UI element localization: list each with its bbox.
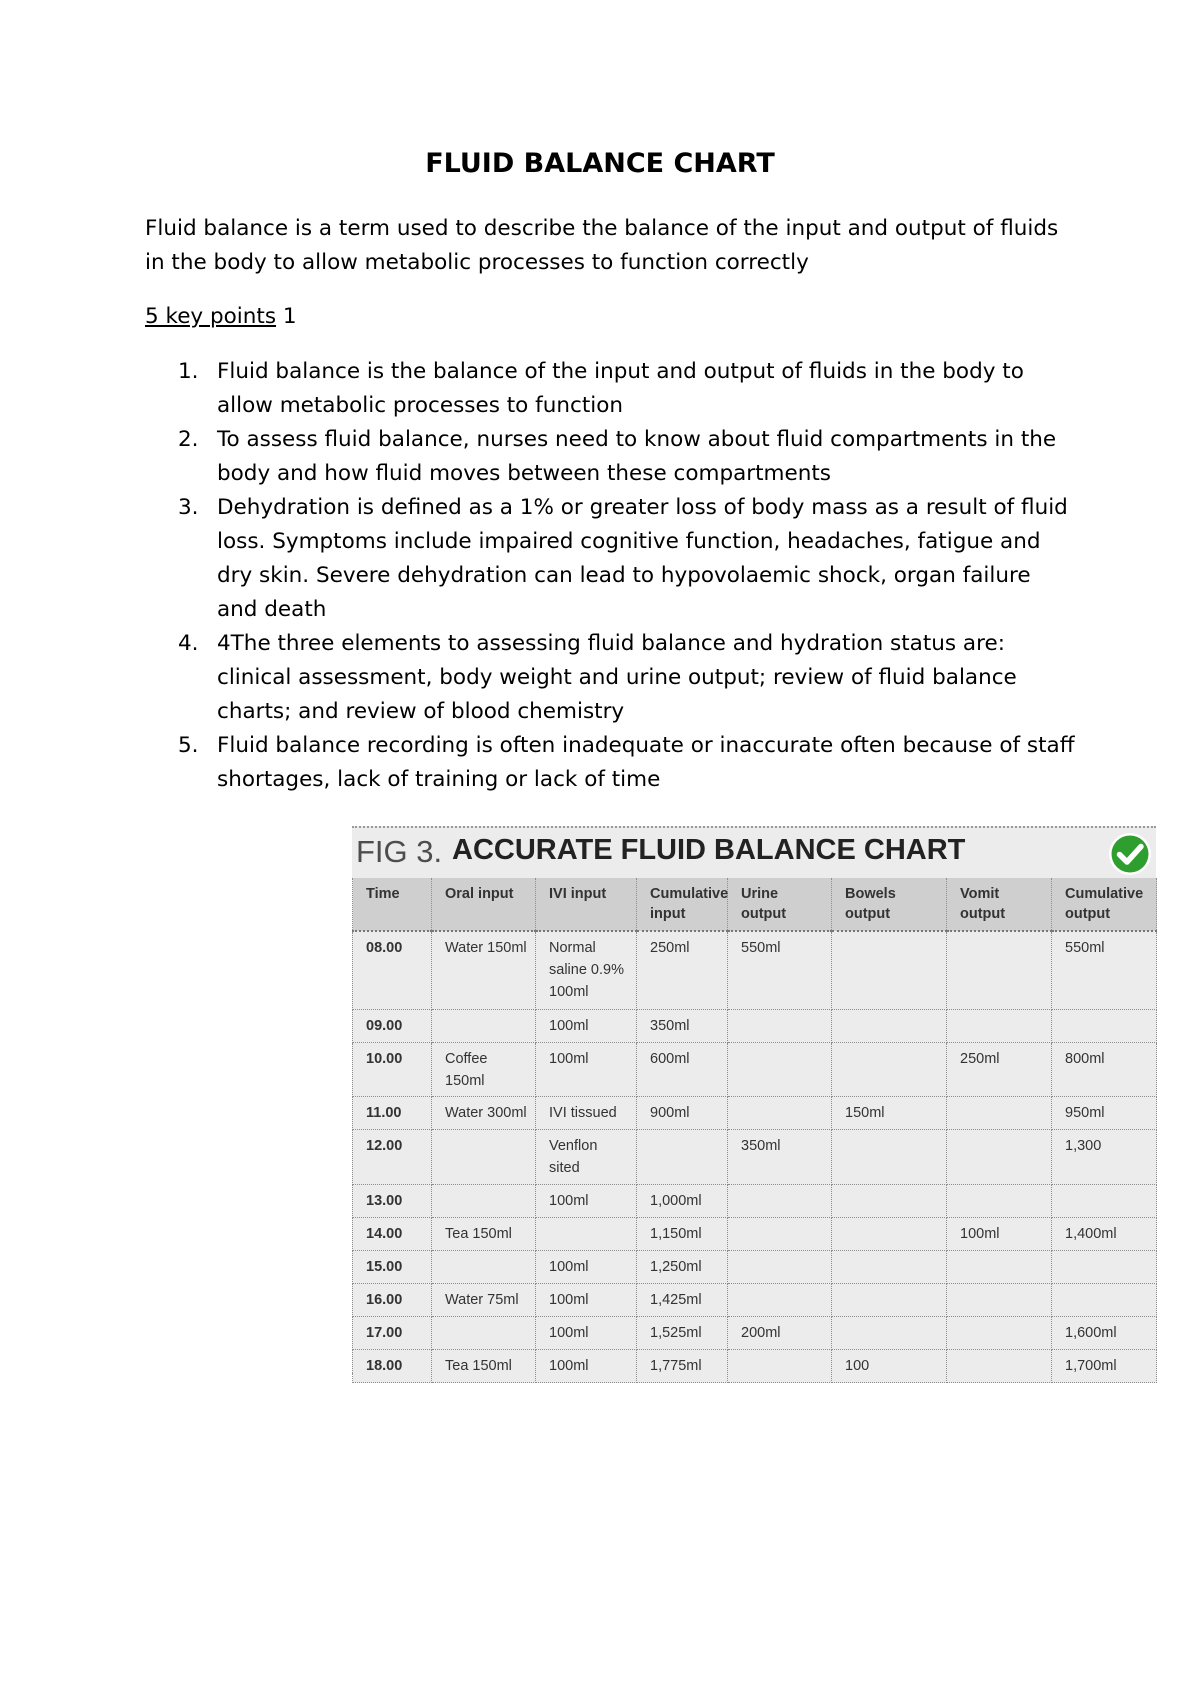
cell-urine-output [728, 1284, 832, 1317]
cell-urine-output: 200ml [728, 1317, 832, 1350]
cell-urine-output: 350ml [728, 1130, 832, 1185]
list-text: 4The three elements to assessing fluid balance and hydration status are: clinical assessment, body weight and urine output; review of fluid balance charts; and review of blood chemistry [217, 631, 1017, 724]
column-header-urine-output: Urine output [728, 878, 832, 931]
cell-cumulative-output: 1,300 [1052, 1130, 1157, 1185]
cell-ivi-input: 100ml [536, 1350, 637, 1383]
column-header-oral-input: Oral input [432, 878, 536, 931]
table-row [353, 1284, 1157, 1317]
table-row [353, 1218, 1157, 1251]
figure-title: ACCURATE FLUID BALANCE CHART [452, 834, 966, 866]
cell-urine-output [728, 1010, 832, 1043]
cell-ivi-input: 100ml [536, 1185, 637, 1218]
key-points-ref: 1 [276, 304, 297, 329]
cell-bowels-output [832, 1251, 947, 1284]
column-header-ivi-input: IVI input [536, 878, 637, 931]
cell-oral-input [432, 1010, 536, 1043]
cell-oral-input [432, 1251, 536, 1284]
list-text: To assess fluid balance, nurses need to know about fluid compartments in the body and how fluid moves between these compartments [217, 427, 1057, 486]
cell-time: 08.00 [353, 931, 432, 1010]
cell-vomit-output [947, 1097, 1052, 1130]
cell-cumulative-input: 1,525ml [637, 1317, 728, 1350]
list-text: Fluid balance recording is often inadequate or inaccurate often because of staff shortages, lack of training or lack of time [217, 733, 1075, 792]
cell-cumulative-output [1052, 1251, 1157, 1284]
cell-time: 16.00 [353, 1284, 432, 1317]
cell-vomit-output [947, 931, 1052, 1010]
cell-vomit-output [947, 1130, 1052, 1185]
figure-header [352, 828, 1152, 878]
cell-cumulative-input: 250ml [637, 931, 728, 1010]
cell-oral-input: Tea 150ml [432, 1350, 536, 1383]
table-row [353, 1010, 1157, 1043]
cell-bowels-output [832, 1317, 947, 1350]
cell-ivi-input: 100ml [536, 1317, 637, 1350]
cell-cumulative-output: 800ml [1052, 1043, 1157, 1097]
cell-oral-input [432, 1130, 536, 1185]
cell-vomit-output [947, 1317, 1052, 1350]
table-header-row [353, 878, 1157, 931]
intro-paragraph: Fluid balance is a term used to describe the balance of the input and output of fluids in the body to allow metabolic processes to function correctly [145, 216, 1059, 275]
cell-time: 11.00 [353, 1097, 432, 1130]
cell-bowels-output [832, 1130, 947, 1185]
cell-cumulative-output: 950ml [1052, 1097, 1157, 1130]
key-points-heading [145, 300, 297, 334]
cell-time: 12.00 [353, 1130, 432, 1185]
cell-vomit-output [947, 1350, 1052, 1383]
cell-cumulative-input: 1,150ml [637, 1218, 728, 1251]
cell-ivi-input: 100ml [536, 1043, 637, 1097]
list-item [145, 627, 1075, 729]
list-number: 1. [178, 359, 199, 384]
cell-ivi-input: IVI tissued [536, 1097, 637, 1130]
cell-vomit-output: 100ml [947, 1218, 1052, 1251]
list-item [145, 423, 1075, 491]
cell-urine-output [728, 1350, 832, 1383]
cell-ivi-input [536, 1218, 637, 1251]
cell-cumulative-input: 1,000ml [637, 1185, 728, 1218]
cell-urine-output: 550ml [728, 931, 832, 1010]
cell-cumulative-input: 1,250ml [637, 1251, 728, 1284]
cell-time: 14.00 [353, 1218, 432, 1251]
table-row [353, 1097, 1157, 1130]
cell-oral-input: Tea 150ml [432, 1218, 536, 1251]
table-row [353, 1043, 1157, 1097]
cell-urine-output [728, 1185, 832, 1218]
checkmark-badge-icon [1108, 832, 1152, 876]
cell-cumulative-output [1052, 1010, 1157, 1043]
cell-oral-input [432, 1317, 536, 1350]
list-text: Dehydration is defined as a 1% or greater loss of body mass as a result of fluid loss. Symptoms include impaired cognitive function, headaches, fatigue and dry skin. Severe dehydration can lead to hypovolaemic shock, organ failure and death [217, 495, 1068, 622]
fluid-balance-table [352, 878, 1157, 1383]
cell-oral-input: Water 75ml [432, 1284, 536, 1317]
cell-cumulative-output: 1,600ml [1052, 1317, 1157, 1350]
cell-ivi-input: Venflon sited [536, 1130, 637, 1185]
cell-ivi-input: Normal saline 0.9% 100ml [536, 931, 637, 1010]
cell-time: 18.00 [353, 1350, 432, 1383]
table-row [353, 1130, 1157, 1185]
cell-cumulative-input: 1,775ml [637, 1350, 728, 1383]
cell-oral-input: Water 300ml [432, 1097, 536, 1130]
cell-time: 13.00 [353, 1185, 432, 1218]
cell-oral-input [432, 1185, 536, 1218]
cell-vomit-output [947, 1284, 1052, 1317]
cell-time: 15.00 [353, 1251, 432, 1284]
list-number: 5. [178, 733, 199, 758]
cell-vomit-output [947, 1251, 1052, 1284]
key-points-label: 5 key points [145, 304, 277, 329]
cell-vomit-output: 250ml [947, 1043, 1052, 1097]
column-header-cumulative-output: Cumulative output [1052, 878, 1157, 931]
cell-bowels-output [832, 1284, 947, 1317]
cell-time: 09.00 [353, 1010, 432, 1043]
table-row [353, 931, 1157, 1010]
key-points-list [145, 355, 1075, 797]
cell-cumulative-input [637, 1130, 728, 1185]
cell-bowels-output: 150ml [832, 1097, 947, 1130]
cell-ivi-input: 100ml [536, 1010, 637, 1043]
column-header-vomit-output: Vomit output [947, 878, 1052, 931]
cell-urine-output [728, 1097, 832, 1130]
column-header-bowels-output: Bowels output [832, 878, 947, 931]
cell-cumulative-output: 1,400ml [1052, 1218, 1157, 1251]
list-item [145, 491, 1075, 627]
cell-cumulative-input: 900ml [637, 1097, 728, 1130]
cell-urine-output [728, 1218, 832, 1251]
cell-bowels-output [832, 1010, 947, 1043]
cell-oral-input: Water 150ml [432, 931, 536, 1010]
list-number: 2. [178, 427, 199, 452]
cell-cumulative-output: 550ml [1052, 931, 1157, 1010]
cell-cumulative-output [1052, 1185, 1157, 1218]
column-header-cumulative-input: Cumulative input [637, 878, 728, 931]
cell-ivi-input: 100ml [536, 1251, 637, 1284]
cell-vomit-output [947, 1010, 1052, 1043]
cell-bowels-output [832, 1043, 947, 1097]
list-text: Fluid balance is the balance of the input and output of fluids in the body to allow metabolic processes to function [217, 359, 1024, 418]
cell-ivi-input: 100ml [536, 1284, 637, 1317]
cell-time: 17.00 [353, 1317, 432, 1350]
cell-cumulative-output [1052, 1284, 1157, 1317]
fluid-balance-figure [352, 826, 1156, 1374]
cell-urine-output [728, 1043, 832, 1097]
cell-cumulative-input: 350ml [637, 1010, 728, 1043]
list-item [145, 355, 1075, 423]
cell-time: 10.00 [353, 1043, 432, 1097]
cell-bowels-output [832, 931, 947, 1010]
cell-vomit-output [947, 1185, 1052, 1218]
cell-bowels-output [832, 1185, 947, 1218]
list-number: 3. [178, 495, 199, 520]
table-row [353, 1251, 1157, 1284]
cell-oral-input: Coffee 150ml [432, 1043, 536, 1097]
table-row [353, 1317, 1157, 1350]
list-number: 4. [178, 631, 199, 656]
figure-number: FIG 3. [356, 834, 443, 869]
page-title: FLUID BALANCE CHART [425, 148, 775, 179]
list-item [145, 729, 1075, 797]
column-header-time: Time [353, 878, 432, 931]
table-row [353, 1350, 1157, 1383]
cell-cumulative-output: 1,700ml [1052, 1350, 1157, 1383]
cell-bowels-output [832, 1218, 947, 1251]
table-row [353, 1185, 1157, 1218]
cell-bowels-output: 100 [832, 1350, 947, 1383]
cell-cumulative-input: 1,425ml [637, 1284, 728, 1317]
cell-cumulative-input: 600ml [637, 1043, 728, 1097]
cell-urine-output [728, 1251, 832, 1284]
